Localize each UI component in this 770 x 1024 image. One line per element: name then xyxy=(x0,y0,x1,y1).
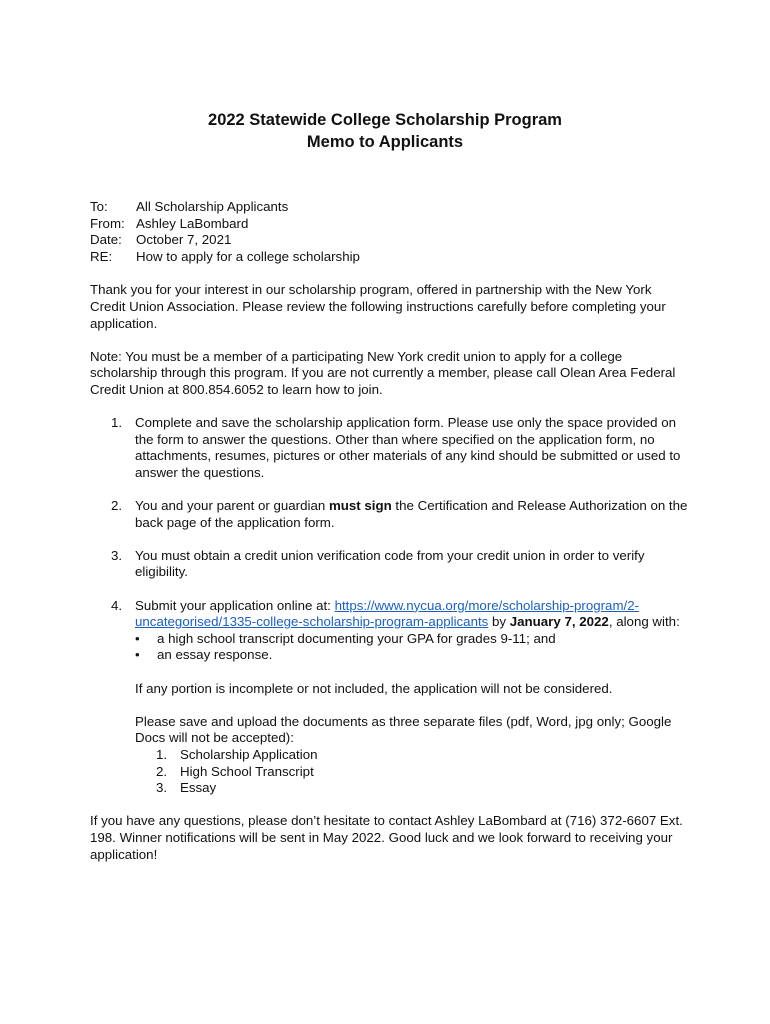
file-label: Essay xyxy=(180,780,217,796)
header-value: How to apply for a college scholarship xyxy=(136,248,360,264)
step-number: 3. xyxy=(111,547,123,563)
document-title: 2022 Statewide College Scholarship Program xyxy=(208,111,562,129)
list-item xyxy=(135,764,690,781)
header-value: October 7, 2021 xyxy=(136,232,232,248)
required-attachments xyxy=(135,631,690,664)
bullet-icon: • xyxy=(135,630,140,646)
bullet-text: an essay response. xyxy=(157,647,273,663)
file-number: 3. xyxy=(156,780,168,796)
title-block xyxy=(0,109,770,153)
list-item xyxy=(135,647,690,664)
membership-note: Note: You must be a member of a participating New York credit union to apply for a college scholarship through this program. If you are not currently a member, please call Olean Area Federal Credit Union at 800.854.6052 to learn how to join. xyxy=(90,348,676,397)
closing-paragraph: If you have any questions, please don’t hesitate to contact Ashley LaBombard at (716) 372-6607 Ext. 198. Winner notifications will be sent in May 2022. Good luck and we look forward to receiving your application! xyxy=(90,813,683,862)
step-text: You must obtain a credit union verification code from your credit union in order to verify eligibility. xyxy=(135,547,645,580)
step-item xyxy=(90,598,690,797)
header-value: Ashley LaBombard xyxy=(136,215,249,231)
step-number: 2. xyxy=(111,498,123,514)
file-label: High School Transcript xyxy=(180,763,314,779)
step-number: 1. xyxy=(111,415,123,431)
document-subtitle: Memo to Applicants xyxy=(306,133,464,151)
memo-header xyxy=(90,199,360,265)
memo-header-re xyxy=(90,249,360,266)
step-text: by xyxy=(488,614,510,630)
bullet-text: a high school transcript documenting your GPA for grades 9-11; and xyxy=(157,630,556,646)
step-emphasis: must sign xyxy=(328,498,392,514)
upload-instructions: Please save and upload the documents as three separate files (pdf, Word, jpg only; Google Docs will not be accepted): xyxy=(135,713,672,746)
step-text: the Certification and Release Authorization on the back page of the application form. xyxy=(135,498,688,530)
header-value: All Scholarship Applicants xyxy=(136,199,289,214)
header-label: RE: xyxy=(90,248,113,264)
memo-header-from xyxy=(90,216,360,233)
file-number: 2. xyxy=(156,763,168,779)
list-item xyxy=(135,780,690,797)
step-item xyxy=(90,498,690,531)
instruction-steps xyxy=(90,415,690,797)
step-text: Complete and save the scholarship application form. Please use only the space provided on the form to answer the questions. Other than where specified on the application form, no attachments, resumes, pictures or other materials of any kind should be submitted or used to answer the questions. xyxy=(135,415,681,480)
memo-header-to xyxy=(90,199,360,216)
step-item xyxy=(90,548,690,581)
memo-content xyxy=(90,199,690,863)
intro-paragraph: Thank you for your interest in our scholarship program, offered in partnership with the New York Credit Union Association. Please review the following instructions carefully before completing your application. xyxy=(90,282,666,331)
step-number: 4. xyxy=(111,597,123,613)
file-number: 1. xyxy=(156,747,168,762)
file-list xyxy=(135,747,690,797)
step-text: , along with: xyxy=(608,614,680,630)
list-item xyxy=(135,747,690,764)
application-link[interactable]: https://www.nycua.org/more/scholarship-program/2-uncategorised/1335-college-scholarship-program-applicants xyxy=(135,597,640,630)
file-label: Scholarship Application xyxy=(180,747,318,762)
deadline-date: January 7, 2022 xyxy=(509,614,609,630)
list-item xyxy=(135,631,690,648)
header-label: Date: xyxy=(90,232,122,248)
header-label: From: xyxy=(90,215,125,231)
step-item xyxy=(90,415,690,481)
step-text: You and your parent or guardian xyxy=(135,498,329,514)
memo-header-date xyxy=(90,232,360,249)
incomplete-warning: If any portion is incomplete or not included, the application will not be considered. xyxy=(135,680,613,696)
header-label: To: xyxy=(90,199,108,214)
bullet-icon: • xyxy=(135,647,140,663)
step-text: Submit your application online at: xyxy=(135,597,335,613)
